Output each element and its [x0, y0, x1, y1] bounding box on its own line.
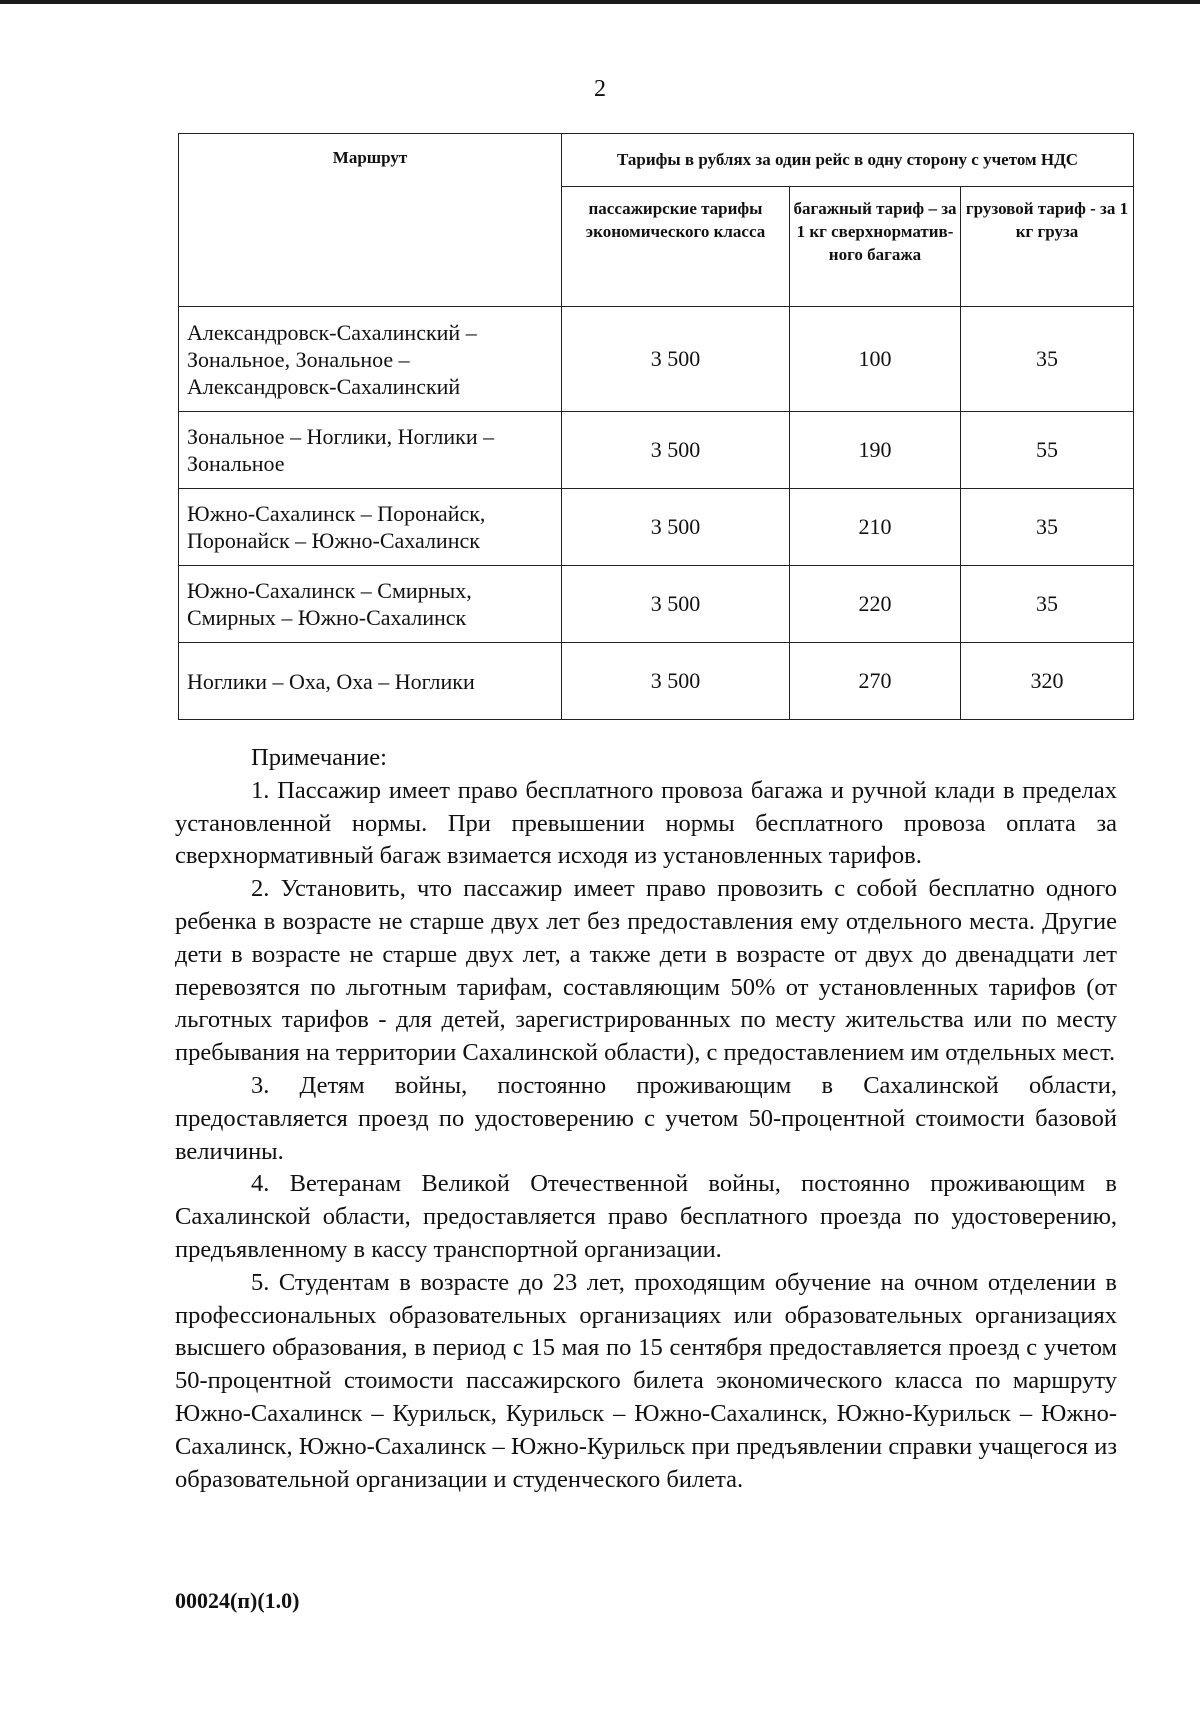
- baggage-tariff-cell: 100: [790, 307, 961, 412]
- route-cell: Южно-Сахалинск – Смирных, Смирных – Южно-Сахалинск: [179, 566, 562, 643]
- cargo-tariff-cell: 35: [961, 489, 1134, 566]
- header-route: Маршрут: [179, 134, 562, 307]
- table-row: [179, 566, 1134, 643]
- cargo-tariff-cell: 55: [961, 412, 1134, 489]
- notes-section: [175, 742, 1117, 1496]
- table-row: [179, 489, 1134, 566]
- route-cell: Зональное – Ноглики, Ноглики – Зональное: [179, 412, 562, 489]
- cargo-tariff-cell: 35: [961, 566, 1134, 643]
- passenger-tariff-cell: 3 500: [562, 489, 790, 566]
- passenger-tariff-cell: 3 500: [562, 566, 790, 643]
- note-item: 2. Установить, что пассажир имеет право провозить с собой бесплатно одного ребенка в возрасте не старше двух лет без предоставления ему отдельного места. Другие дети в возрасте не старше двух лет, а также дети в возрасте от двух до двенадцати лет перевозятся по льготным тарифам, составляющим 50% от установленных тарифов (от льготных тарифов - для детей, зарегистрированных по месту жительства или по месту пребывания на территории Сахалинской области), с предоставлением им отдельных мест.: [175, 875, 1117, 1067]
- cargo-tariff-cell: 320: [961, 643, 1134, 720]
- header-cargo: грузовой тариф - за 1 кг груза: [961, 187, 1134, 307]
- page-number: 2: [594, 76, 606, 102]
- passenger-tariff-cell: 3 500: [562, 307, 790, 412]
- header-baggage: багажный тариф – за 1 кг сверхнорматив-ного багажа: [790, 187, 961, 307]
- scan-top-border: [0, 0, 1200, 4]
- note-item: 3. Детям войны, постоянно проживающим в Сахалинской области, предоставляется проезд по удостоверению с учетом 50-процентной стоимости базовой величины.: [175, 1071, 1117, 1165]
- note-item: 5. Студентам в возрасте до 23 лет, проходящим обучение на очном отделении в профессиональных образовательных организациях или образовательных организациях высшего образования, в период с 15 мая по 15 сентября предоставляется проезд с учетом 50-процентной стоимости пассажирского билета экономического класса по маршруту Южно-Сахалинск – Курильск, Курильск – Южно-Сахалинск, Южно-Курильск – Южно-Сахалинск, Южно-Сахалинск – Южно-Курильск при предъявлении справки учащегося из образовательной организации и студенческого билета.: [175, 1268, 1117, 1493]
- document-code: 00024(п)(1.0): [175, 1588, 300, 1613]
- table-row: [179, 307, 1134, 412]
- note-item: 4. Ветеранам Великой Отечественной войны, постоянно проживающим в Сахалинской области, предоставляется право бесплатного проезда по удостоверению, предъявленному в кассу транспортной организации.: [175, 1170, 1117, 1263]
- notes-title: Примечание:: [251, 744, 387, 771]
- table-row: [179, 412, 1134, 489]
- header-passenger: пассажирские тарифы экономического класса: [562, 187, 790, 307]
- header-tariffs-group: Тарифы в рублях за один рейс в одну сторону с учетом НДС: [562, 134, 1134, 187]
- table-header-row: [179, 134, 1134, 187]
- baggage-tariff-cell: 190: [790, 412, 961, 489]
- baggage-tariff-cell: 210: [790, 489, 961, 566]
- route-cell: Южно-Сахалинск – Поронайск, Поронайск – Южно-Сахалинск: [179, 489, 562, 566]
- route-cell: Александровск-Сахалинский – Зональное, Зональное – Александровск-Сахалинский: [179, 307, 562, 412]
- baggage-tariff-cell: 220: [790, 566, 961, 643]
- passenger-tariff-cell: 3 500: [562, 643, 790, 720]
- baggage-tariff-cell: 270: [790, 643, 961, 720]
- note-item: 1. Пассажир имеет право бесплатного провоза багажа и ручной клади в пределах установленной нормы. При превышении нормы бесплатного провоза оплата за сверхнормативный багаж взимается исходя из установленных тарифов.: [175, 776, 1117, 870]
- table-row: [179, 643, 1134, 720]
- cargo-tariff-cell: 35: [961, 307, 1134, 412]
- tariff-table: [178, 133, 1134, 720]
- passenger-tariff-cell: 3 500: [562, 412, 790, 489]
- route-cell: Ноглики – Оха, Оха – Ноглики: [179, 643, 562, 720]
